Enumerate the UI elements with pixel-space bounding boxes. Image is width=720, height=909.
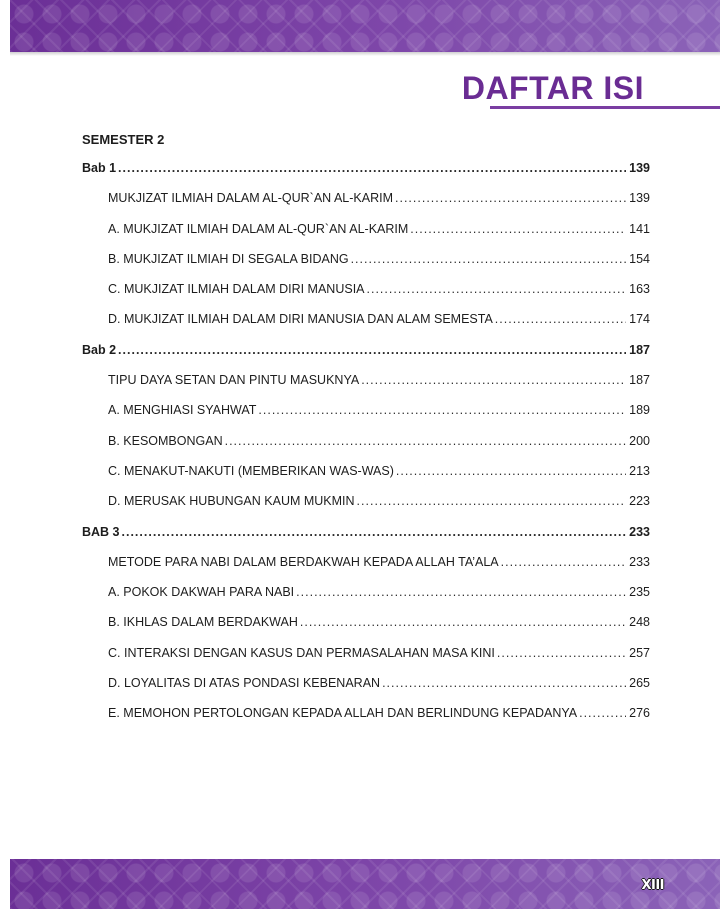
toc-section-row[interactable] xyxy=(82,615,650,645)
toc-entry-label: B. KESOMBONGAN xyxy=(108,433,223,448)
dot-leader xyxy=(395,191,626,205)
dot-leader xyxy=(118,343,626,357)
toc-entry-label: D. LOYALITAS DI ATAS PONDASI KEBENARAN xyxy=(108,676,381,691)
toc-entry-page: 187 xyxy=(629,342,650,357)
toc-entry-label: TIPU DAYA SETAN DAN PINTU MASUKNYA xyxy=(108,373,360,388)
toc-section-row[interactable] xyxy=(82,373,650,403)
dot-leader xyxy=(497,646,626,660)
toc-entry-label: MUKJIZAT ILMIAH DALAM AL-QUR`AN AL-KARIM xyxy=(108,191,394,206)
toc-entry-page: 163 xyxy=(629,282,650,297)
toc-section-row[interactable] xyxy=(82,676,650,706)
dot-leader xyxy=(382,676,626,690)
toc-entry-label: A. MENGHIASI SYAHWAT xyxy=(108,403,257,418)
toc-entry-page: 174 xyxy=(629,312,650,327)
dot-leader xyxy=(122,525,627,539)
toc-entry-page: 213 xyxy=(629,463,650,478)
toc-entry-page: 223 xyxy=(629,494,650,509)
toc-section-row[interactable] xyxy=(82,555,650,585)
dot-leader xyxy=(410,222,626,236)
dot-leader xyxy=(495,312,626,326)
toc-section-row[interactable] xyxy=(82,191,650,221)
toc-section-row[interactable] xyxy=(82,646,650,676)
dot-leader xyxy=(396,464,626,478)
page-number: XIII xyxy=(641,878,664,893)
toc-chapter-row[interactable] xyxy=(82,525,650,555)
toc-section-row[interactable] xyxy=(82,434,650,464)
semester-heading: SEMESTER 2 xyxy=(82,132,165,147)
dot-leader xyxy=(357,494,627,508)
toc-entry-label: D. MERUSAK HUBUNGAN KAUM MUKMIN xyxy=(108,494,355,509)
toc-entry-label: A. MUKJIZAT ILMIAH DALAM AL-QUR`AN AL-KARIM xyxy=(108,221,409,236)
toc-entry-label: B. IKHLAS DALAM BERDAKWAH xyxy=(108,615,298,630)
toc-entry-label: BAB 3 xyxy=(82,524,120,539)
toc-section-row[interactable] xyxy=(82,282,650,312)
toc-entry-page: 189 xyxy=(629,403,650,418)
page-title: DAFTAR ISI xyxy=(461,70,644,106)
dot-leader xyxy=(367,282,627,296)
title-underline xyxy=(490,106,720,109)
toc-section-row[interactable] xyxy=(82,312,650,342)
toc-entry-page: 248 xyxy=(629,615,650,630)
dot-leader xyxy=(300,615,626,629)
toc-entry-page: 139 xyxy=(629,191,650,206)
toc-entry-label: METODE PARA NABI DALAM BERDAKWAH KEPADA ALLAH TA’ALA xyxy=(108,554,499,569)
toc-list xyxy=(82,161,650,737)
toc-entry-label: C. MUKJIZAT ILMIAH DALAM DIRI MANUSIA xyxy=(108,282,365,297)
toc-entry-label: E. MEMOHON PERTOLONGAN KEPADA ALLAH DAN BERLINDUNG KEPADANYA xyxy=(108,706,578,721)
toc-entry-label: A. POKOK DAKWAH PARA NABI xyxy=(108,585,295,600)
dot-leader xyxy=(118,161,626,175)
toc-entry-label: D. MUKJIZAT ILMIAH DALAM DIRI MANUSIA DAN ALAM SEMESTA xyxy=(108,312,493,327)
dot-leader xyxy=(501,555,627,569)
header-band xyxy=(10,0,720,52)
header-band-shadow xyxy=(10,52,720,56)
dot-leader xyxy=(258,403,626,417)
toc-entry-label: B. MUKJIZAT ILMIAH DI SEGALA BIDANG xyxy=(108,251,349,266)
toc-section-row[interactable] xyxy=(82,706,650,736)
toc-entry-page: 235 xyxy=(629,585,650,600)
toc-section-row[interactable] xyxy=(82,494,650,524)
toc-entry-label: C. MENAKUT-NAKUTI (MEMBERIKAN WAS-WAS) xyxy=(108,463,394,478)
toc-entry-page: 154 xyxy=(629,251,650,266)
toc-entry-page: 200 xyxy=(629,433,650,448)
toc-entry-page: 139 xyxy=(629,161,650,175)
toc-entry-label: Bab 1 xyxy=(82,161,117,175)
toc-section-row[interactable] xyxy=(82,222,650,252)
toc-entry-page: 257 xyxy=(629,645,650,660)
toc-entry-page: 265 xyxy=(629,676,650,691)
toc-entry-page: 233 xyxy=(629,554,650,569)
footer-band xyxy=(10,859,720,909)
table-of-contents xyxy=(82,132,650,737)
dot-leader xyxy=(225,434,627,448)
toc-entry-page: 276 xyxy=(629,706,650,721)
dot-leader xyxy=(351,252,627,266)
toc-section-row[interactable] xyxy=(82,403,650,433)
dot-leader xyxy=(296,585,626,599)
toc-chapter-row[interactable] xyxy=(82,343,650,373)
toc-section-row[interactable] xyxy=(82,585,650,615)
toc-entry-page: 233 xyxy=(629,524,650,539)
toc-section-row[interactable] xyxy=(82,252,650,282)
dot-leader xyxy=(579,706,626,720)
toc-entry-label: C. INTERAKSI DENGAN KASUS DAN PERMASALAHAN MASA KINI xyxy=(108,645,495,660)
dot-leader xyxy=(361,373,626,387)
toc-entry-label: Bab 2 xyxy=(82,342,117,357)
toc-chapter-row[interactable] xyxy=(82,161,650,191)
toc-entry-page: 187 xyxy=(629,373,650,388)
toc-section-row[interactable] xyxy=(82,464,650,494)
toc-entry-page: 141 xyxy=(629,221,650,236)
